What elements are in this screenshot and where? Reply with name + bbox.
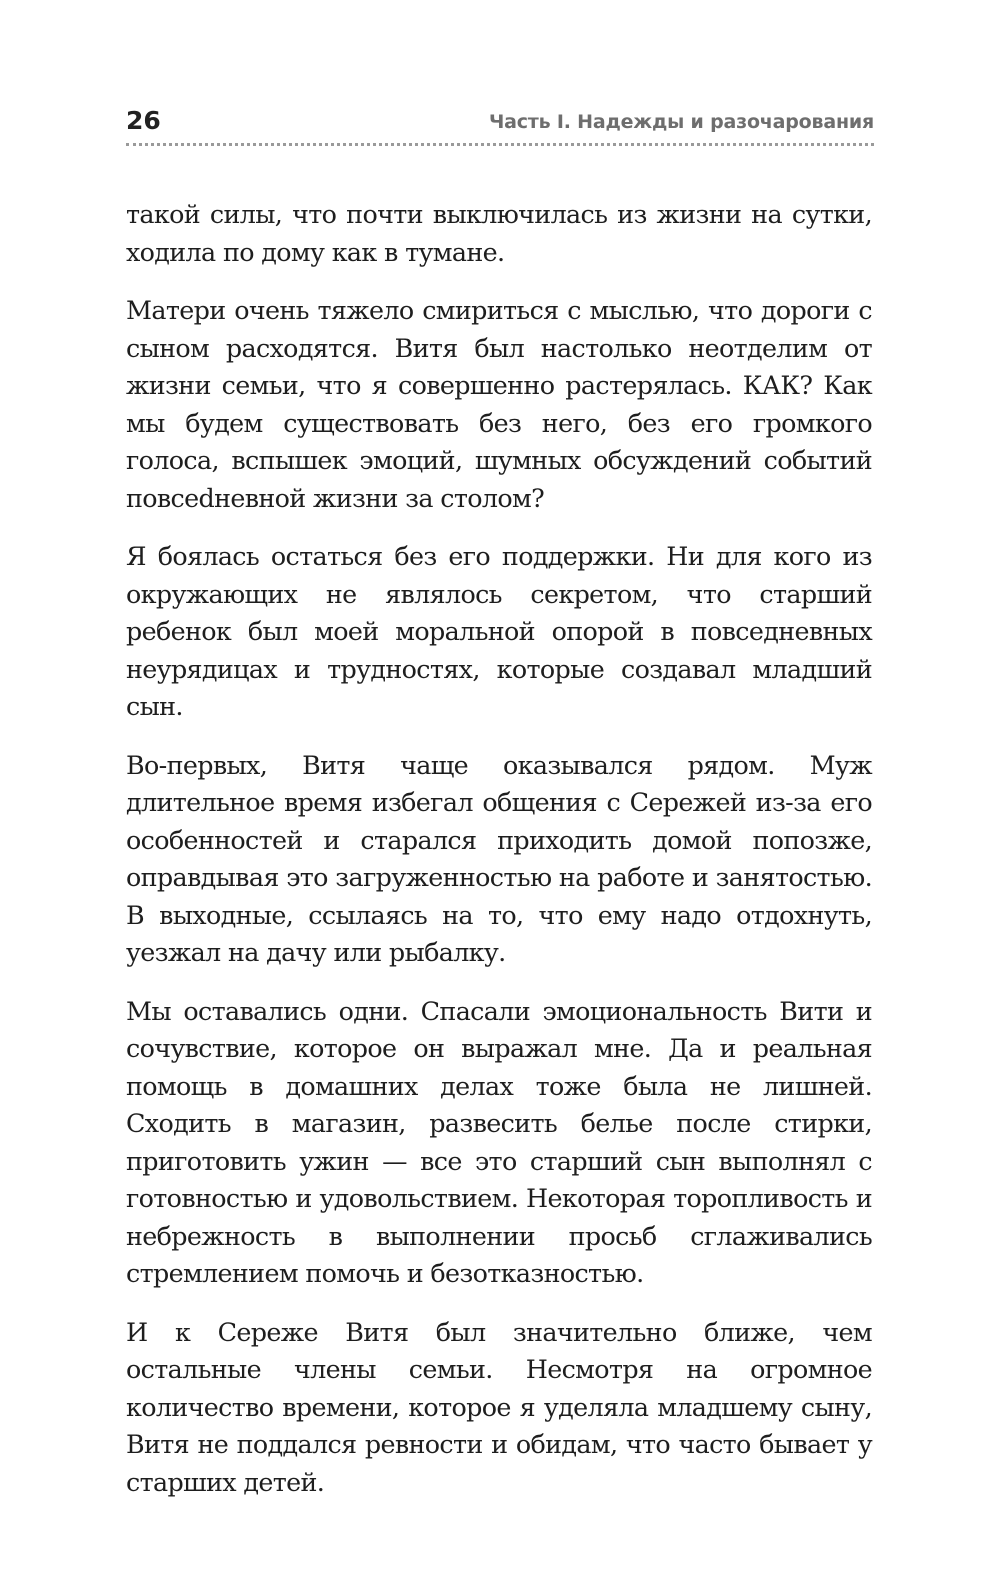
- running-head: [126, 104, 874, 144]
- paragraph: такой силы, что почти выключилась из жизни на сутки, ходила по дому как в тумане.: [126, 199, 872, 267]
- header-divider: [126, 143, 874, 146]
- paragraph: И к Сереже Витя был значительно ближе, чем остальные члены семьи. Несмотря на огромное количество времени, которое я уделяла младшему сыну, Витя не поддался ревности и обидам, что часто бывает у старших детей.: [126, 1316, 872, 1497]
- paragraph: Я боялась остаться без его поддержки. Ни для кого из окружающих не являлось секретом, что старший ребенок был моей моральной опорой в повседневных неурядицах и трудностях, которые создавал младший сын.: [126, 541, 872, 721]
- section-title: Часть I. Надежды и разочарования: [488, 111, 874, 133]
- body-text: [126, 196, 872, 1522]
- page-number: 26: [126, 106, 161, 135]
- paragraph: Матери очень тяжело смириться с мыслью, что дороги с сыном расходятся. Витя был настолько неотделим от жизни семьи, что я совершенно растерялась. КАК? Как мы будем существовать без него, без его громкого голоса, вспышек эмоций, шумных обсуждений событий повсеdневной жизни за столом?: [126, 295, 872, 513]
- paragraph: Во-первых, Витя чаще оказывался рядом. Муж длительное время избегал общения с Сережей из-за его особенностей и старался приходить домой попозже, оправдывая это загруженностью на работе и занятостью. В выходные, ссылаясь на то, что ему надо отдохнуть, уезжал на дачу или рыбалку.: [126, 749, 872, 967]
- paragraph: Мы оставались одни. Спасали эмоциональность Вити и сочувствие, которое он выражал мне. Да и реальная помощь в домашних делах тоже была не лишней. Сходить в магазин, развесить белье после стирки, приготовить ужин — все это старший сын выполнял с готовностью и удовольствием. Некоторая торопливость и небрежность в выполнении просьб сглаживались стремлением помочь и безотказностью.: [126, 995, 872, 1288]
